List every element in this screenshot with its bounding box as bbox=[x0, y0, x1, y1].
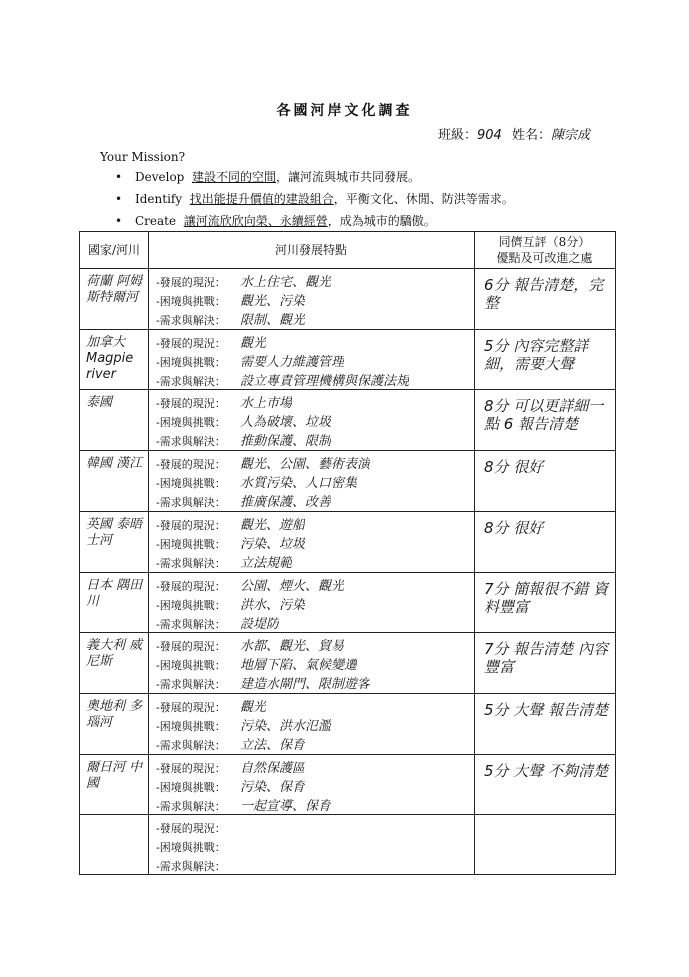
field-label: -發展的現況： bbox=[156, 276, 226, 289]
peer-review-cell: 8分 很好 bbox=[484, 518, 544, 537]
table-row bbox=[80, 754, 615, 817]
field-value-status: 水都、觀光、貿易 bbox=[240, 639, 345, 655]
mission-verb: Develop bbox=[135, 170, 185, 184]
field-label: -發展的現況： bbox=[156, 458, 226, 472]
field-value-solutions: 推廣保護、改善 bbox=[240, 495, 332, 511]
table-row bbox=[80, 572, 615, 635]
field-label: -發展的現況： bbox=[156, 761, 226, 775]
field-label: -需求與解決： bbox=[156, 860, 226, 874]
field-value-solutions: 一起宣導、保育 bbox=[240, 798, 332, 814]
field-label: -困境與挑戰： bbox=[156, 355, 226, 369]
survey-table bbox=[79, 231, 616, 875]
field-label: -困境與挑戰： bbox=[156, 295, 226, 308]
field-label: -需求與解決： bbox=[156, 314, 226, 327]
field-label: -困境與挑戰： bbox=[156, 477, 226, 491]
field-label: -需求與解決： bbox=[156, 435, 226, 449]
peer-review-cell: 8分 可以更詳細一點 6 報告清楚 bbox=[484, 397, 604, 434]
row-divider bbox=[80, 693, 615, 694]
field-value-challenges: 需要人力維護管理 bbox=[240, 354, 345, 370]
page-title: 各國河岸文化調查 bbox=[276, 103, 413, 119]
row-divider bbox=[80, 754, 615, 755]
mission-text: ，讓河流與城市共同發展。 bbox=[276, 170, 421, 184]
field-value-solutions: 限制、觀光 bbox=[240, 313, 306, 328]
field-label: -困境與挑戰： bbox=[156, 416, 226, 430]
field-label: -需求與解決： bbox=[156, 496, 226, 510]
field-value-challenges: 觀光、污染 bbox=[240, 294, 306, 309]
class-value: 904 bbox=[477, 128, 502, 143]
row-divider bbox=[80, 450, 615, 451]
peer-review-cell: 5分 大聲 報告清楚 bbox=[484, 700, 609, 719]
field-value-solutions: 建造水閘門、限制遊客 bbox=[240, 677, 371, 693]
mission-text: ，平衡文化、休閒、防洪等需求。 bbox=[333, 192, 514, 206]
field-value-solutions: 立法規範 bbox=[240, 555, 293, 571]
field-label: -需求與解決： bbox=[156, 678, 226, 692]
field-label: -困境與挑戰： bbox=[156, 719, 226, 733]
mission-keyword: 建設不同的空間 bbox=[192, 170, 277, 184]
mission-verb: Create bbox=[135, 214, 177, 228]
table-row bbox=[80, 814, 615, 877]
mission-list bbox=[115, 166, 514, 232]
field-label: -需求與解決： bbox=[156, 374, 226, 388]
field-value-challenges: 水質污染、人口密集 bbox=[240, 476, 358, 492]
mission-text: ，成為城市的驕傲。 bbox=[327, 214, 436, 228]
row-divider bbox=[80, 511, 615, 512]
field-value-challenges: 污染、垃圾 bbox=[240, 536, 306, 552]
field-value-status: 觀光、公園、藝術表演 bbox=[240, 457, 371, 473]
field-value-solutions: 推動保護、限制 bbox=[240, 434, 332, 450]
row-divider bbox=[80, 572, 615, 573]
peer-review-cell: 5分 大聲 不夠清楚 bbox=[484, 761, 609, 780]
bullet-icon: • bbox=[115, 170, 123, 184]
field-value-status: 水上住宅、觀光 bbox=[240, 275, 332, 290]
header-peer-title: 同儕互評（8分） bbox=[498, 235, 591, 249]
peer-review-cell: 6分 報告清楚，完整 bbox=[484, 276, 604, 312]
field-label: -發展的現況： bbox=[156, 579, 226, 593]
header-peer bbox=[474, 232, 615, 268]
field-label: -發展的現況： bbox=[156, 336, 226, 350]
header-peer-sub: 優點及可改進之處 bbox=[496, 251, 593, 265]
name-value: 陳宗成 bbox=[551, 128, 591, 143]
field-label: -發展的現況： bbox=[156, 397, 226, 411]
field-label: -需求與解決： bbox=[156, 617, 226, 631]
table-row bbox=[80, 450, 615, 513]
field-label: -困境與挑戰： bbox=[156, 841, 226, 855]
field-value-status: 公園、煙火、觀光 bbox=[240, 578, 345, 594]
country-cell: 泰國 bbox=[86, 395, 113, 411]
student-info bbox=[438, 124, 590, 143]
mission-item bbox=[115, 210, 514, 232]
country-cell: 韓國 漢江 bbox=[86, 456, 143, 472]
bullet-icon: • bbox=[115, 192, 123, 206]
mission-item bbox=[115, 188, 514, 210]
name-label: 姓名： bbox=[511, 128, 551, 143]
field-value-challenges: 洪水、污染 bbox=[240, 597, 306, 613]
field-value-status: 自然保護區 bbox=[240, 760, 306, 776]
table-row bbox=[80, 389, 615, 452]
peer-review-cell: 7分 簡報很不錯 資料豐富 bbox=[484, 579, 609, 616]
mission-verb: Identify bbox=[135, 192, 183, 206]
field-value-challenges: 人為破壞、垃圾 bbox=[240, 415, 332, 431]
table-row bbox=[80, 693, 615, 756]
field-label: -困境與挑戰： bbox=[156, 537, 226, 551]
field-value-status: 水上市場 bbox=[240, 396, 293, 412]
field-label: -困境與挑戰： bbox=[156, 598, 226, 612]
mission-keyword: 找出能提升價值的建設組合 bbox=[189, 192, 334, 206]
field-value-solutions: 立法、保育 bbox=[240, 737, 306, 753]
field-value-status: 觀光 bbox=[240, 699, 267, 715]
row-divider bbox=[80, 329, 615, 330]
country-cell: 爾日河 中國 bbox=[86, 759, 143, 791]
row-divider bbox=[80, 389, 615, 390]
mission-heading: Your Mission? bbox=[100, 150, 186, 164]
country-cell: 奧地利 多瑙河 bbox=[86, 698, 143, 730]
row-divider bbox=[80, 814, 615, 815]
field-value-challenges: 污染、洪水氾濫 bbox=[240, 718, 332, 734]
country-cell: 荷蘭 阿姆斯特爾河 bbox=[86, 274, 143, 305]
field-value-status: 觀光、遊船 bbox=[240, 517, 306, 533]
field-value-solutions: 設堤防 bbox=[240, 616, 280, 632]
table-row bbox=[80, 511, 615, 574]
table-row bbox=[80, 329, 615, 392]
field-value-status: 觀光 bbox=[240, 335, 267, 351]
table-row bbox=[80, 268, 615, 331]
bullet-icon: • bbox=[115, 214, 123, 228]
mission-keyword: 讓河流欣欣向榮、永續經營 bbox=[183, 214, 328, 228]
field-value-challenges: 污染、保育 bbox=[240, 779, 306, 795]
class-label: 班級： bbox=[438, 128, 478, 143]
row-divider bbox=[80, 632, 615, 633]
field-label: -困境與挑戰： bbox=[156, 780, 226, 794]
mission-item bbox=[115, 166, 514, 188]
field-label: -困境與挑戰： bbox=[156, 659, 226, 673]
country-cell: 英國 泰晤士河 bbox=[86, 516, 143, 548]
header-country: 國家/河川 bbox=[87, 243, 141, 257]
peer-review-cell: 8分 很好 bbox=[484, 458, 544, 477]
country-cell: 加拿大 Magpie river bbox=[86, 334, 134, 382]
field-label: -發展的現況： bbox=[156, 518, 226, 532]
field-label: -發展的現況： bbox=[156, 640, 226, 654]
header-features: 河川發展特點 bbox=[274, 243, 347, 257]
field-label: -需求與解決： bbox=[156, 738, 226, 752]
field-value-challenges: 地層下陷、氣候變遷 bbox=[240, 658, 358, 674]
field-label: -需求與解決： bbox=[156, 799, 226, 813]
table-row bbox=[80, 632, 615, 695]
field-label: -需求與解決： bbox=[156, 556, 226, 570]
peer-review-cell: 7分 報告清楚 內容豐富 bbox=[484, 640, 609, 677]
country-cell: 義大利 威尼斯 bbox=[86, 638, 143, 670]
country-cell: 日本 隅田川 bbox=[86, 577, 143, 609]
peer-review-cell: 5分 內容完整詳細，需要大聲 bbox=[484, 336, 589, 373]
field-label: -發展的現況： bbox=[156, 700, 226, 714]
field-label: -發展的現況： bbox=[156, 822, 226, 836]
field-value-solutions: 設立專責管理機構與保護法規 bbox=[240, 373, 410, 389]
